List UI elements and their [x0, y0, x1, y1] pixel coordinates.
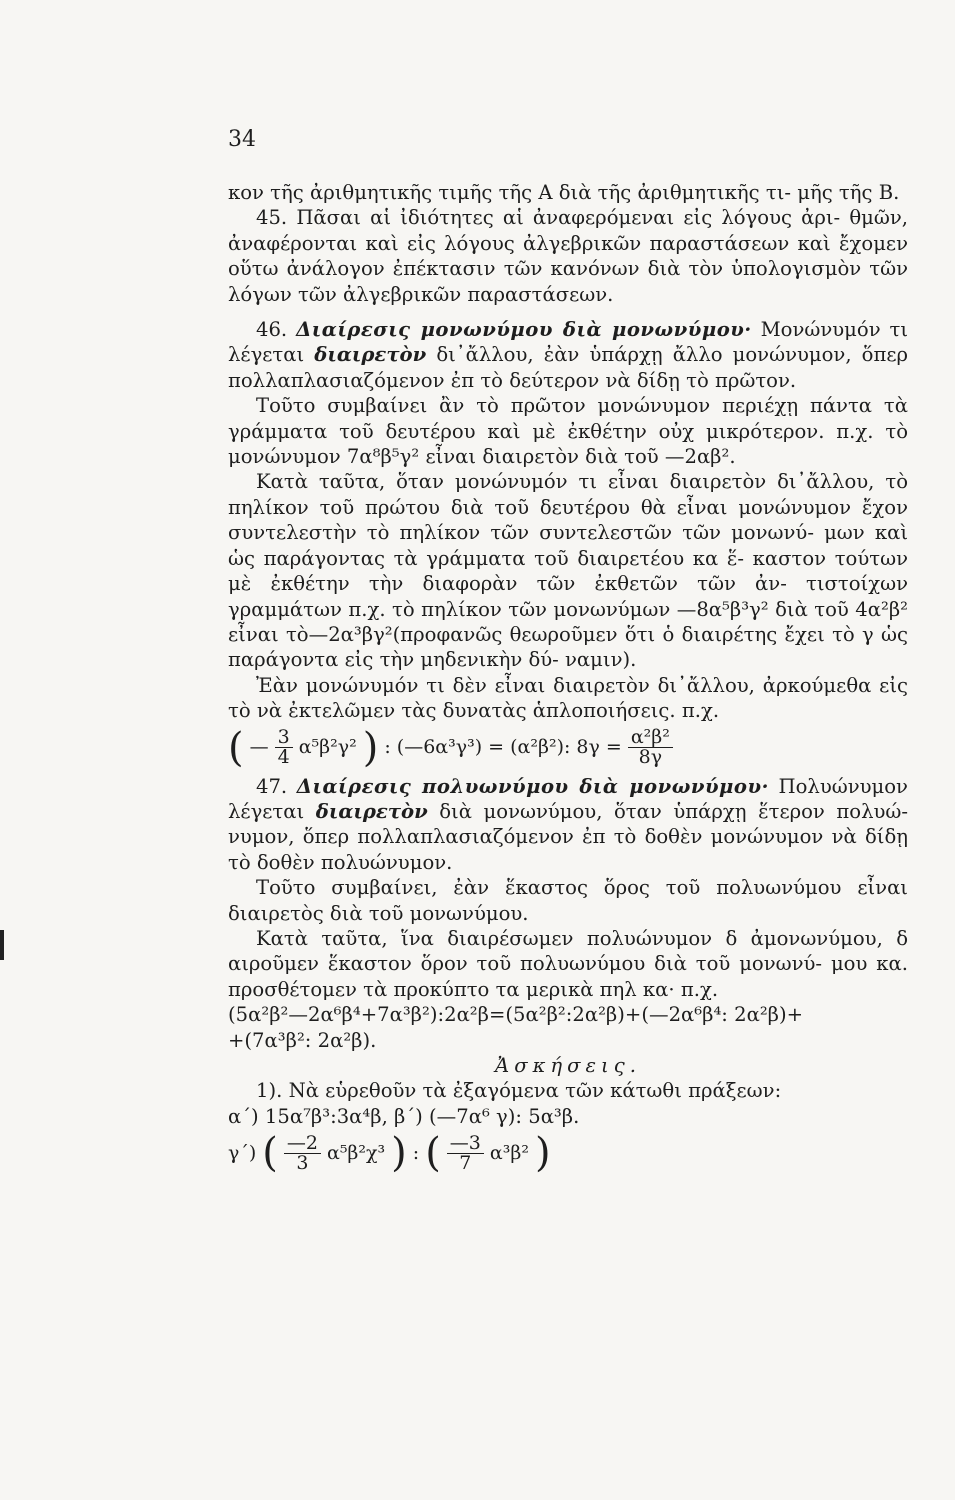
- division-sign: :: [412, 1141, 420, 1164]
- fraction-numerator: α²β²: [628, 728, 673, 748]
- formula-term: α³β²: [489, 1141, 529, 1164]
- page-number: 34: [228, 127, 256, 152]
- exercise-1-ab: α΄) 15α⁷β³:3α⁴β, β΄) (—7α⁶ γ): 5α³β.: [228, 1104, 580, 1128]
- paren-close: ): [362, 724, 379, 771]
- term-divisible: διαιρετὸν: [314, 343, 427, 367]
- exercises-heading: Ἀσκήσεις.: [495, 1054, 641, 1077]
- formula-term: α⁵β²χ³: [326, 1141, 386, 1164]
- fraction: [284, 1131, 321, 1174]
- section-number-46: 46.: [256, 318, 288, 342]
- equation-47-line2: +(7α³β²: 2α²β).: [228, 1028, 377, 1052]
- fraction-denominator: 7: [459, 1151, 472, 1174]
- fraction-denominator: 8γ: [638, 746, 663, 769]
- fraction-denominator: 4: [277, 746, 290, 769]
- fraction-denominator: 3: [296, 1151, 309, 1174]
- fraction-numerator: —3: [447, 1134, 484, 1154]
- fraction-numerator: —2: [284, 1134, 321, 1154]
- paragraph-46-text1: Μονώνυμόν τι λέγεται: [228, 318, 909, 367]
- section-heading-47: Διαίρεσις πολυωνύμου διὰ μονωνύμου·: [296, 774, 769, 798]
- paragraph-47c: Κατὰ ταῦτα, ἵνα διαιρέσωμεν πολυώνυμον δ ἀμονωνύμου, δ αιροῦμεν ἕκαστον ὅρον τοῦ πολυωνύμου διὰ τοῦ μονωνύ- μου κα. προσθέτομεν τὰ προκύπτο τα μερικὰ πηλ κα· π.χ.: [228, 926, 908, 1001]
- paren-open: (: [228, 724, 244, 771]
- fraction: [275, 728, 293, 767]
- page-body: [228, 180, 908, 1179]
- paragraph-46c: Κατὰ ταῦτα, ὅταν μονώνυμόν τι εἶναι διαιρετὸν δι᾿ἄλλου, τὸ πηλίκον τοῦ πρώτου διὰ τοῦ δευτέρου θὰ εἶναι μονώνυμον ἔχον συντελεστὴν τὸ πηλίκον τῶν συντελεστῶν τῶν μονωνύ- μων καὶ ὡς παράγοντας τὰ γράμματα τοῦ διαιρετέου κα ἕ- καστον τούτων μὲ ἐκθέτην τὴν διαφορὰν τῶν ἐκθετῶν τῶν ἀν- τιστοίχων γραμμάτων π.χ. τὸ πηλίκον τῶν μονωνύμων —8α⁵β³γ² διὰ τοῦ 4α²β² εἶναι τὸ—2α³βγ²(προφανῶς θεωροῦμεν ὅτι ὁ διαιρέτης ἔχει τὸ γ ὡς παράγοντα εἰς τὴν μηδενικὴν δύ- ναμιν).: [228, 470, 908, 672]
- exercise-1-gamma: [228, 1131, 908, 1175]
- fraction: [447, 1131, 484, 1174]
- paren-open: (: [262, 1130, 278, 1177]
- formula-term: α⁵β²γ²: [298, 735, 357, 758]
- paragraph-46d: Ἐὰν μονώνυμόν τι δὲν εἶναι διαιρετὸν δι᾿ἄλλου, ἀρκούμεθα εἰς τὸ νὰ ἐκτελῶμεν τὰς δυνατὰς ἁπλοποιήσεις. π.χ.: [228, 673, 908, 723]
- paren-close: ): [534, 1130, 551, 1177]
- paren-open: (: [425, 1130, 441, 1177]
- exercise-1: 1). Νὰ εὑρεθοῦν τὰ ἐξαγόμενα τῶν κάτωθι πράξεων:: [256, 1079, 782, 1103]
- formula-example-1: [228, 726, 908, 770]
- formula-middle: : (—6α³γ³) = (α²β²): 8γ =: [384, 735, 622, 758]
- equation-47-line1: (5α²β²—2α⁶β⁴+7α³β²):2α²β=(5α²β²:2α²β)+(—2α⁶β⁴: 2α²β)+: [228, 1003, 804, 1027]
- minus-sign: —: [249, 735, 269, 758]
- term-divisible: διαιρετὸν: [315, 799, 428, 823]
- paragraph-45: 45. Πᾶσαι αἱ ἰδιότητες αἱ ἀναφερόμεναι εἰς λόγους ἀρι- θμῶν, ἀναφέρονται καὶ εἰς λόγους ἀλγεβρικῶν παραστάσεων καὶ ἔχομεν οὕτω ἀνάλογον ἐπέκτασιν τῶν κανόνων διὰ τὸν ὑπολογισμὸν τῶν λόγων τῶν ἀλγεβρικῶν παραστάσεων.: [228, 206, 908, 306]
- margin-mark: [0, 930, 4, 960]
- section-number-47: 47.: [256, 774, 288, 798]
- paragraph-47-text2: διὰ μονωνύμου, ὅταν ὑπάρχῃ ἕτερον πολυώ- νυμον, ὅπερ πολλαπλασιαζόμενον ἐπ τὸ δοθὲν μονώνυμον νὰ δίδῃ τὸ δοθὲν πολυώνυμον.: [228, 799, 908, 874]
- paragraph-47-text1: Πολυώνυμον λέγεται: [228, 774, 908, 823]
- fraction-result: [628, 728, 673, 767]
- paragraph-continuation: κον τῆς ἀριθμητικῆς τιμῆς τῆς Α διὰ τῆς ἀριθμητικῆς τι- μῆς τῆς Β.: [228, 181, 900, 204]
- paragraph-47: [228, 774, 908, 876]
- paragraph-46b: Τοῦτο συμβαίνει ἂν τὸ πρῶτον μονώνυμον περιέχῃ πάντα τὰ γράμματα τοῦ δευτέρου καὶ μὲ ἐκθέτην οὐχ μικρότερον. π.χ. τὸ μονώνυμον 7α⁸β⁵γ² εἶναι διαιρετὸν διὰ τοῦ —2αβ².: [228, 394, 908, 469]
- section-heading-46: Διαίρεσις μονωνύμου διὰ μονωνύμου·: [296, 318, 752, 342]
- paragraph-46: [228, 317, 908, 393]
- exercise-label: γ΄): [228, 1141, 257, 1164]
- paragraph-47b: Τοῦτο συμβαίνει, ἐὰν ἕκαστος ὅρος τοῦ πολυωνύμου εἶναι διαιρετὸς διὰ τοῦ μονωνύμου.: [228, 876, 908, 925]
- paren-close: ): [391, 1130, 407, 1177]
- fraction-numerator: 3: [275, 728, 293, 748]
- paragraph-46-text2: δι᾿ἄλλου, ἐὰν ὑπάρχῃ ἄλλο μονώνυμον, ὅπερ πολλαπλασιαζόμενον ἐπ τὸ δεύτερον νὰ δίδῃ τὸ πρῶτον.: [228, 343, 909, 392]
